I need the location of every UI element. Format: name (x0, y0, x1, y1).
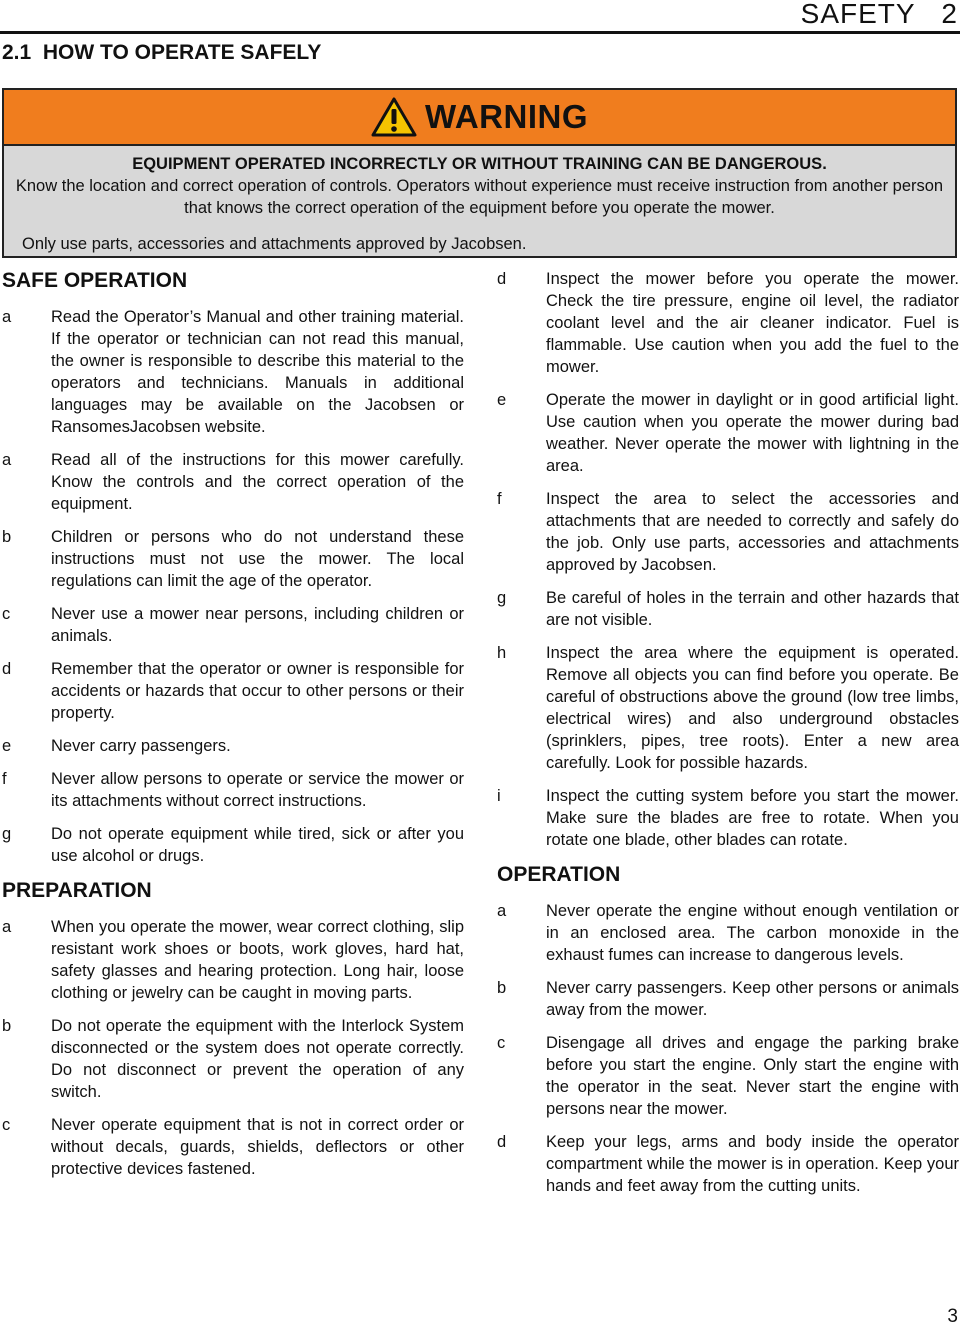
list-item-text: Operate the mower in daylight or in good artificial light. Use caution when you operate the mower during bad weather. Never operate the mower with lightning in the area. (546, 391, 959, 475)
safe-operation-heading: SAFE OPERATION (2, 269, 188, 292)
list-item (497, 268, 959, 378)
list-item (2, 658, 464, 724)
warning-triangle-icon (371, 97, 417, 137)
list-item-text: Never operate equipment that is not in correct order or without decals, guards, shields, deflectors or other protective devices fastened. (51, 1116, 464, 1178)
list-item-letter: d (2, 660, 12, 678)
list-item-letter: d (497, 270, 507, 288)
list-item-text: Read the Operator’s Manual and other training material. If the operator or technician can not read this manual, the owner is responsible to describe this material to the operators and technicians. Manuals in additional languages may be available on the Jacobsen or RansomesJacobsen website. (51, 308, 464, 436)
page-number: 3 (947, 1306, 958, 1327)
list-item (497, 1032, 959, 1120)
list-item (497, 900, 959, 966)
right-column (497, 268, 959, 1208)
list-item-letter: c (2, 1116, 11, 1134)
list-item (2, 768, 464, 812)
list-item (2, 1114, 464, 1180)
list-item-letter: e (2, 737, 12, 755)
list-item-text: Inspect the mower before you operate the mower. Check the tire pressure, engine oil level, the radiator coolant level and the air cleaner indicator. Fuel is flammable. Use caution when you add the fuel to the mower. (546, 270, 959, 376)
list-item (2, 735, 464, 757)
list-item-text: Inspect the area to select the accessories and attachments that are needed to correctly and safely do the job. Only use parts, accessories and attachments approved by Jacobsen. (546, 490, 959, 574)
list-item-letter: a (2, 308, 12, 326)
list-item-letter: g (2, 825, 12, 843)
list-item-text: Do not operate equipment while tired, sick or after you use alcohol or drugs. (51, 825, 464, 865)
list-item-letter: h (497, 644, 507, 662)
list-item-text: When you operate the mower, wear correct clothing, slip resistant work shoes or boots, work gloves, hard hat, safety glasses and hearing protection. Long hair, loose clothing or jewelry can be caught in moving parts. (51, 918, 464, 1002)
operation-heading: OPERATION (497, 863, 621, 886)
list-item-letter: g (497, 589, 507, 607)
list-item-letter: f (497, 490, 502, 508)
list-item-letter: b (497, 979, 507, 997)
warning-banner (4, 90, 955, 146)
list-item (497, 1131, 959, 1197)
list-item (497, 488, 959, 576)
list-item-text: Inspect the area where the equipment is operated. Remove all objects you can find before you operate. Be careful of obstructions above the ground (low tree limbs, electrical wires) and also underground obstacles (sprinklers, pipes, tree roots). Enter a new area carefully. Look for possible hazards. (546, 644, 959, 772)
list-item (497, 389, 959, 477)
list-item (497, 785, 959, 851)
list-item-letter: d (497, 1133, 507, 1151)
list-item (2, 603, 464, 647)
page-header-title: SAFETY 2 (800, 0, 958, 29)
warning-box (2, 88, 957, 258)
header-rule (0, 31, 960, 34)
list-item-text: Never operate the engine without enough ventilation or in an enclosed area. The carbon monoxide in the exhaust fumes can increase to dangerous levels. (546, 902, 959, 964)
section-heading: 2.1 HOW TO OPERATE SAFELY (2, 41, 322, 64)
warning-word: WARNING (425, 98, 588, 135)
list-item (2, 916, 464, 1004)
list-item-text: Disengage all drives and engage the parking brake before you start the engine. Only start the engine with the operator in the seat. Never start the engine with persons near the mower. (546, 1034, 959, 1118)
list-item-text: Be careful of holes in the terrain and other hazards that are not visible. (546, 589, 959, 629)
operation-list (497, 900, 959, 1197)
list-item (2, 1015, 464, 1103)
list-item-letter: c (497, 1034, 506, 1052)
warning-body: Know the location and correct operation of controls. Operators without experience must receive instruction from another person that knows the correct operation of the equipment before you operate the mower. (15, 177, 944, 217)
list-item (497, 587, 959, 631)
preparation-heading: PREPARATION (2, 879, 152, 902)
list-item-letter: f (2, 770, 7, 788)
list-item (2, 823, 464, 867)
list-item-text: Read all of the instructions for this mower carefully. Know the controls and the correct operation of the equipment. (51, 451, 464, 513)
list-item-letter: a (2, 451, 12, 469)
warning-headline: EQUIPMENT OPERATED INCORRECTLY OR WITHOUT TRAINING CAN BE DANGEROUS. (132, 155, 827, 173)
left-column (2, 268, 464, 1191)
list-item (2, 526, 464, 592)
warning-note: Only use parts, accessories and attachments approved by Jacobsen. (22, 235, 527, 253)
list-item-text: Never carry passengers. Keep other persons or animals away from the mower. (546, 979, 959, 1019)
list-item (497, 642, 959, 774)
list-item (2, 449, 464, 515)
list-item-letter: a (2, 918, 12, 936)
preparation-continued-list (497, 268, 959, 851)
list-item-letter: e (497, 391, 507, 409)
list-item (2, 306, 464, 438)
list-item-letter: b (2, 528, 12, 546)
list-item (497, 977, 959, 1021)
list-item-letter: b (2, 1017, 12, 1035)
list-item-text: Never use a mower near persons, including children or animals. (51, 605, 464, 645)
list-item-text: Never carry passengers. (51, 737, 231, 755)
list-item-letter: a (497, 902, 507, 920)
safe-operation-list (2, 306, 464, 867)
list-item-letter: i (497, 787, 501, 805)
list-item-text: Do not operate the equipment with the Interlock System disconnected or the system does not operate correctly. Do not disconnect or prevent the operation of any switch. (51, 1017, 464, 1101)
preparation-list (2, 916, 464, 1180)
list-item-text: Remember that the operator or owner is responsible for accidents or hazards that occur to other persons or their property. (51, 660, 464, 722)
list-item-text: Children or persons who do not understand these instructions must not use the mower. The local regulations can limit the age of the operator. (51, 528, 464, 590)
list-item-text: Never allow persons to operate or service the mower or its attachments without correct instructions. (51, 770, 464, 810)
list-item-text: Inspect the cutting system before you start the mower. Make sure the blades are free to rotate. When you rotate one blade, other blades can rotate. (546, 787, 959, 849)
list-item-text: Keep your legs, arms and body inside the operator compartment while the mower is in operation. Keep your hands and feet away from the cutting units. (546, 1133, 959, 1195)
list-item-letter: c (2, 605, 11, 623)
